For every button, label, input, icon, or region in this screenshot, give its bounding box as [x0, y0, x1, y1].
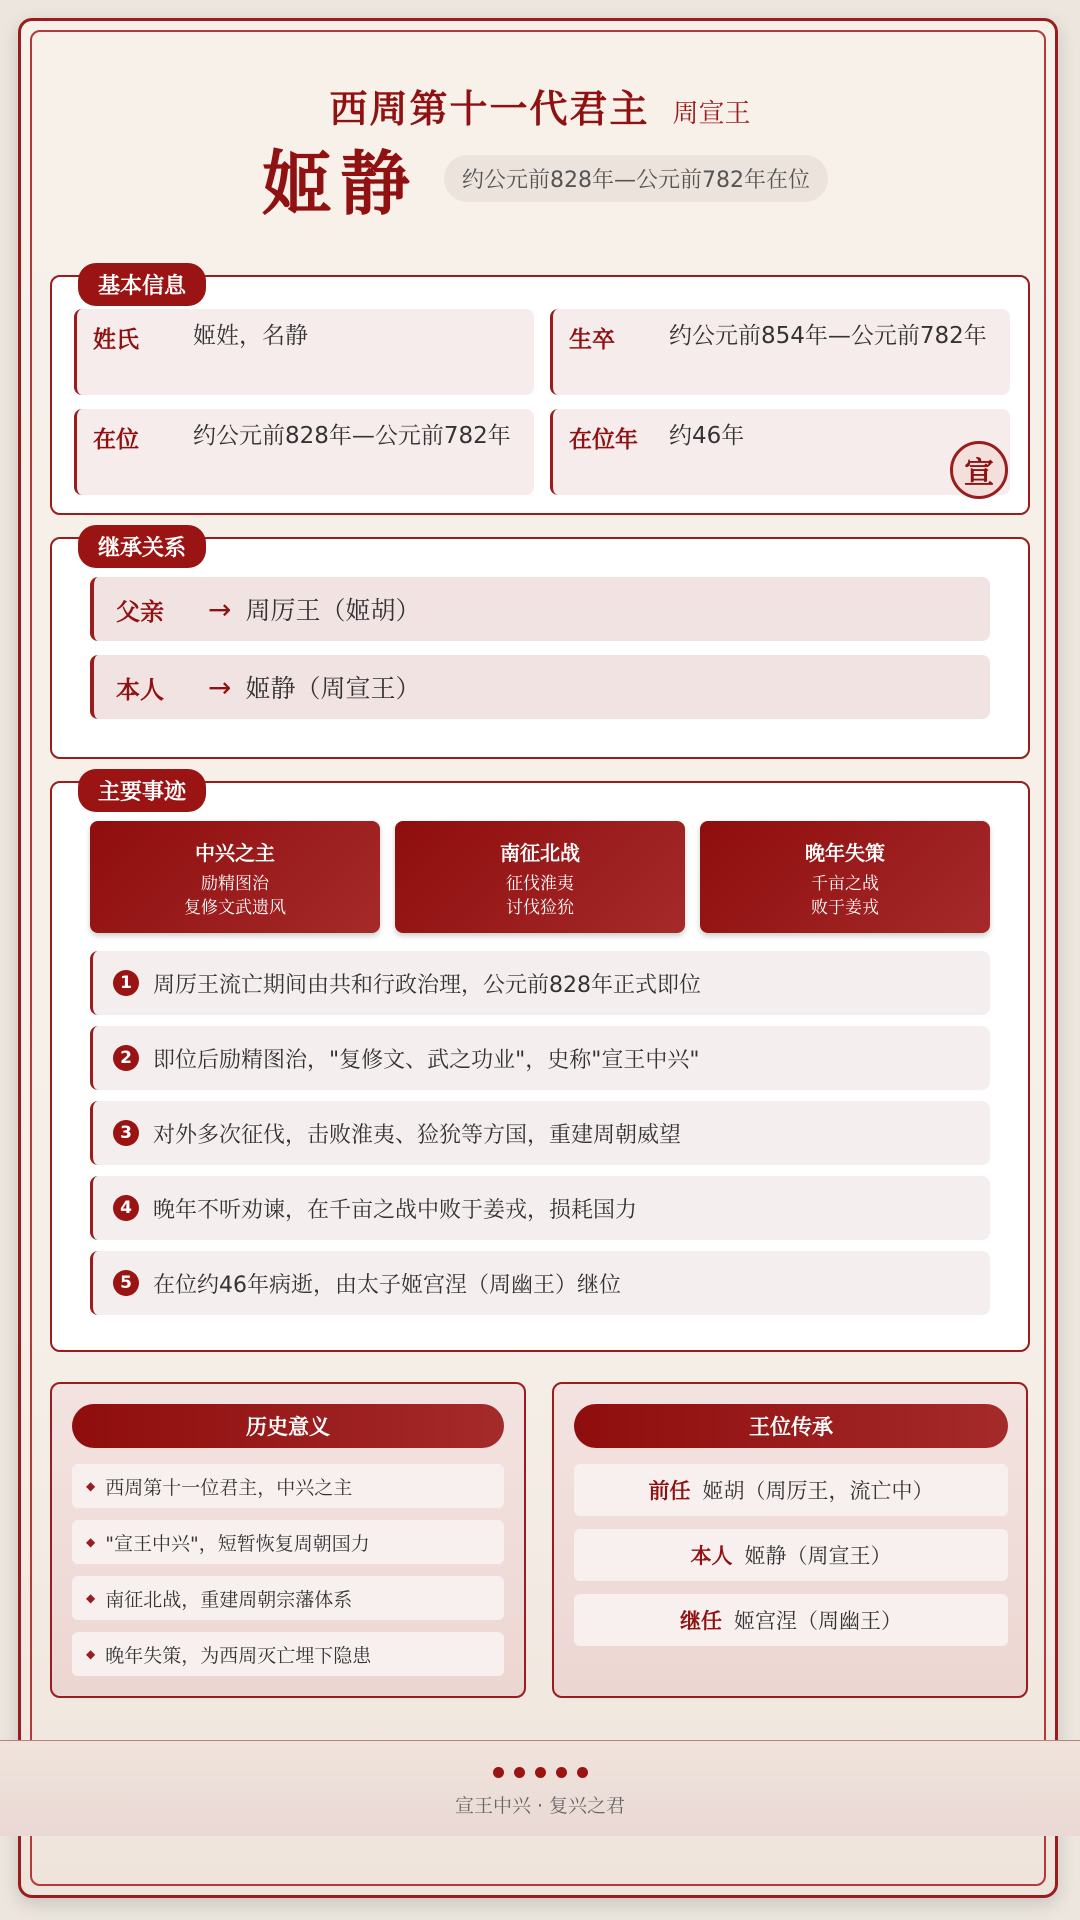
significance-text: 南征北战，重建周朝宗藩体系	[105, 1588, 353, 1611]
highlight-title: 晚年失策	[805, 841, 885, 865]
throne-item	[574, 1529, 1008, 1581]
section-tag: 主要事迹	[78, 769, 206, 812]
throne-panel	[552, 1382, 1028, 1698]
info-value: 姬姓，名静	[193, 323, 308, 349]
event-item	[90, 1026, 990, 1090]
highlight-title: 南征北战	[500, 841, 580, 865]
event-number: 5	[113, 1270, 139, 1296]
significance-item	[72, 1632, 504, 1676]
highlight-desc	[395, 872, 685, 920]
highlight-desc	[700, 872, 990, 920]
throne-item	[574, 1464, 1008, 1516]
highlight-desc	[90, 872, 380, 920]
event-number: 1	[113, 970, 139, 996]
info-card	[550, 309, 1010, 395]
info-card	[74, 309, 534, 395]
highlight-line: 复修文武遗风	[184, 898, 286, 918]
significance-panel	[50, 1382, 526, 1698]
throne-value: 姬胡（周厉王，流亡中）	[702, 1479, 934, 1503]
dot-icon	[577, 1767, 588, 1778]
highlight-line: 征伐淮夷	[506, 874, 574, 894]
monarch-name: 姬静	[262, 142, 418, 225]
info-key: 在位年	[569, 427, 638, 453]
highlight-line: 讨伐猃狁	[506, 898, 574, 918]
significance-item	[72, 1576, 504, 1620]
seal-icon: 宣	[950, 441, 1008, 499]
page-title: 西周第十一代君主	[329, 87, 650, 131]
page-title-sub: 周宣王	[672, 99, 751, 129]
throne-key: 本人	[690, 1544, 733, 1568]
significance-text: 西周第十一位君主，中兴之主	[105, 1476, 353, 1499]
arrow-right-icon: →	[208, 592, 232, 626]
page-heading	[0, 78, 1080, 133]
succession-row	[90, 577, 990, 641]
info-card	[74, 409, 534, 495]
event-number: 3	[113, 1120, 139, 1146]
dot-icon	[556, 1767, 567, 1778]
footer-motto: 宣王中兴 · 复兴之君	[454, 1795, 626, 1817]
info-key: 姓氏	[93, 327, 139, 353]
significance-text: 晚年失策，为西周灭亡埋下隐患	[105, 1644, 372, 1667]
event-number: 2	[113, 1045, 139, 1071]
diamond-icon: ◆	[86, 1535, 96, 1549]
highlight-line: 败于姜戎	[811, 898, 879, 918]
dot-icon	[535, 1767, 546, 1778]
throne-value: 姬静（周宣王）	[744, 1544, 892, 1568]
footer	[0, 1740, 1080, 1836]
highlight-line: 励精图治	[201, 874, 269, 894]
dot-icon	[514, 1767, 525, 1778]
throne-value: 姬宫涅（周幽王）	[734, 1609, 902, 1633]
event-item	[90, 1101, 990, 1165]
info-value: 约46年	[669, 423, 745, 449]
throne-item	[574, 1594, 1008, 1646]
relation-value: 周厉王（姬胡）	[245, 596, 421, 625]
reign-pill: 约公元前828年—公元前782年在位	[444, 155, 828, 202]
event-text: 在位约46年病逝，由太子姬宫涅（周幽王）继位	[153, 1272, 621, 1298]
info-key: 在位	[93, 427, 139, 453]
highlight-card	[90, 821, 380, 933]
diamond-icon: ◆	[86, 1479, 96, 1493]
event-text: 对外多次征伐，击败淮夷、猃狁等方国，重建周朝威望	[153, 1122, 682, 1148]
significance-text: "宣王中兴"，短暂恢复周朝国力	[105, 1532, 370, 1555]
section-tag: 基本信息	[78, 263, 206, 306]
highlight-card	[700, 821, 990, 933]
event-text: 周厉王流亡期间由共和行政治理，公元前828年正式即位	[153, 972, 701, 998]
info-key: 生卒	[569, 327, 615, 353]
name-row	[262, 128, 828, 229]
relation-label: 本人	[116, 675, 164, 704]
significance-item	[72, 1464, 504, 1508]
throne-key: 继任	[680, 1609, 722, 1633]
significance-item	[72, 1520, 504, 1564]
throne-key: 前任	[648, 1479, 691, 1503]
event-item	[90, 951, 990, 1015]
highlight-line: 千亩之战	[811, 874, 879, 894]
info-card	[550, 409, 1010, 495]
diamond-icon: ◆	[86, 1647, 96, 1661]
highlight-title: 中兴之主	[195, 841, 275, 865]
section-tag: 继承关系	[78, 525, 206, 568]
event-item	[90, 1176, 990, 1240]
info-value: 约公元前828年—公元前782年	[193, 423, 511, 449]
panel-heading: 王位传承	[574, 1404, 1008, 1448]
diamond-icon: ◆	[86, 1591, 96, 1605]
event-item	[90, 1251, 990, 1315]
event-text: 晚年不听劝谏，在千亩之战中败于姜戎，损耗国力	[153, 1197, 638, 1223]
info-value: 约公元前854年—公元前782年	[669, 323, 987, 349]
footer-dots	[0, 1767, 1080, 1778]
dot-icon	[493, 1767, 504, 1778]
relation-label: 父亲	[116, 597, 164, 626]
succession-row	[90, 655, 990, 719]
succession-section	[50, 537, 1030, 759]
arrow-right-icon: →	[208, 670, 232, 704]
event-number: 4	[113, 1195, 139, 1221]
event-text: 即位后励精图治，"复修文、武之功业"，史称"宣王中兴"	[153, 1047, 700, 1073]
panel-heading: 历史意义	[72, 1404, 504, 1448]
deeds-section	[50, 781, 1030, 1352]
relation-value: 姬静（周宣王）	[245, 674, 421, 703]
highlight-card	[395, 821, 685, 933]
basic-info-section	[50, 275, 1030, 515]
